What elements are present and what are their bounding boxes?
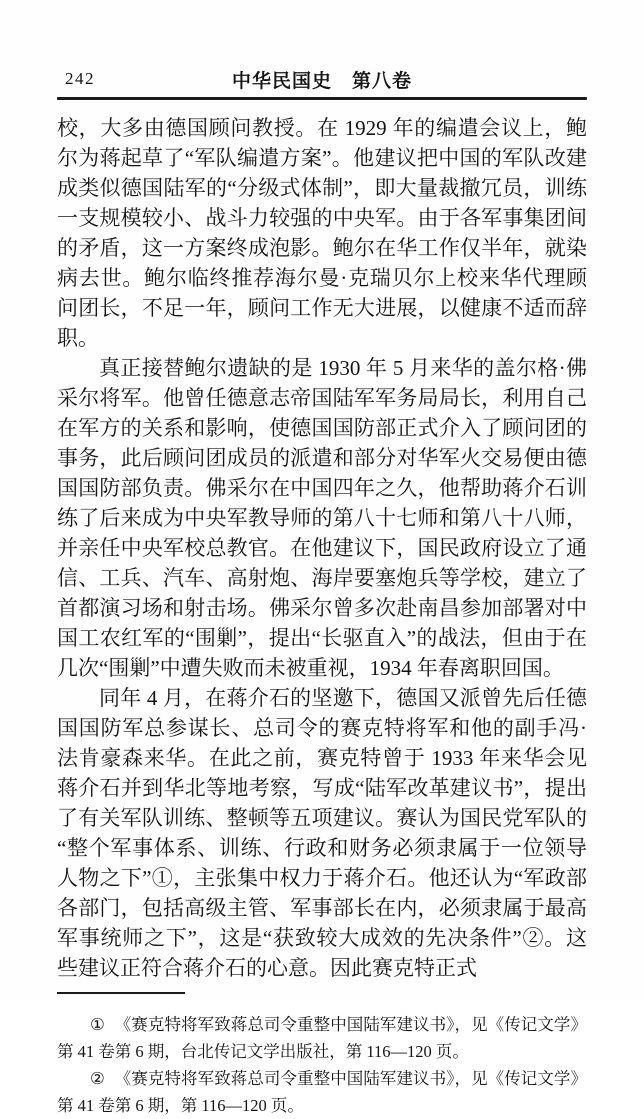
book-title: 中华民国史 第八卷 [231,71,412,92]
footnote-2-text: 《赛克特将军致蒋总司令重整中国陆军建议书》，见《传记文学》第 41 卷第 6 期，第 116—120 页。 [57,1069,588,1115]
paragraph-1: 校，大多由德国顾问教授。在 1929 年的编遣会议上，鲍尔为蒋起草了“军队编遣方案”。他建议把中国的军队改建成类似德国陆军的“分级式体制”，即大量裁撤冗员，训练一支规模较小、战斗力较强的中央军。由于各军事集团间的矛盾，这一方案终成泡影。鲍尔在华工作仅半年，就染病去世。鲍尔临终推荐海尔曼·克瑞贝尔上校来华代理顾问团长，不足一年，顾问工作无大进展，以健康不适而辞职。 [57,116,587,350]
footnote-2 [57,1065,587,1119]
paragraph-2: 真正接替鲍尔遗缺的是 1930 年 5 月来华的盖尔格·佛采尔将军。他曾任德意志帝国陆军军务局局长，利用自己在军方的关系和影响，使德国国防部正式介入了顾问团的事务，此后顾问团成员的派遣和部分对华军火交易便由德国国防部负责。佛采尔在中国四年之久，他帮助蒋介石训练了后来成为中央军教导师的第八十七师和第八十八师，并亲任中央军校总教官。在他建议下，国民政府设立了通信、工兵、汽车、高射炮、海岸要塞炮兵等学校，建立了首都演习场和射击场。佛采尔曾多次赴南昌参加部署对中国工农红军的“围剿”，提出“长驱直入”的战法，但由于在几次“围剿”中遭失败而未被重视，1934 年春离职回国。 [57,356,587,680]
footnote-2-marker: ② [90,1069,105,1088]
paragraph-3: 同年 4 月，在蒋介石的坚邀下，德国又派曾先后任德国国防军总参谋长、总司令的赛克特将军和他的副手冯·法肯豪森来华。在此之前，赛克特曾于 1933 年来华会见蒋介石并到华北等地考察，写成“陆军改革建议书”，提出了有关军队训练、整顿等五项建议。赛认为国民党军队的“整个军事体系、训练、行政和财务必须隶属于一位领导人物之下”①，主张集中权力于蒋介石。他还认为“军政部各部门，包括高级主管、军事部长在内，必须隶属于最高军事统师之下”，这是“获致较大成效的先决条件”②。这些建议正符合蒋介石的心意。因此赛克特正式 [57,686,587,980]
header-rule [57,97,587,100]
page-number: 242 [65,69,95,88]
page-header [57,66,587,92]
footnote-separator-rule [57,992,185,994]
body-text [57,113,587,983]
footnote-1-text: 《赛克特将军致蒋总司令重整中国陆军建议书》，见《传记文学》第 41 卷第 6 期，台北传记文学出版社，第 116—120 页。 [57,1015,588,1061]
footnotes [57,1011,587,1119]
footnote-1-marker: ① [90,1015,105,1034]
footnote-1 [57,1011,587,1065]
